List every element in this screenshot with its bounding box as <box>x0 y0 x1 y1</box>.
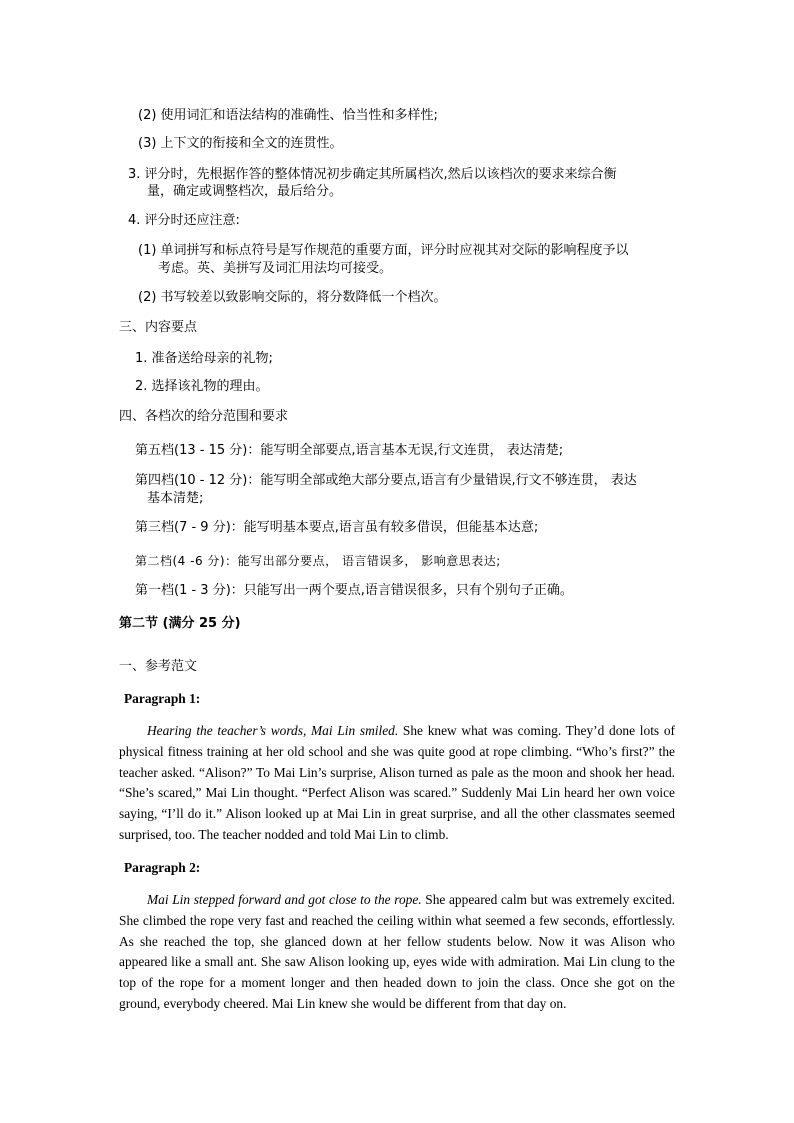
grade-4-line-1: 第四档(10 - 12 分)：能写明全部或绝大部分要点,语言有少量错误,行文不够连贯， 表达 <box>135 473 637 488</box>
grade-3: 第三档(7 - 9 分)：能写明基本要点,语言虽有较多借误，但能基本达意; <box>135 520 539 535</box>
grade-5: 第五档(13 - 15 分)：能写明全部要点,语言基本无误,行文连贯， 表达清楚; <box>135 443 564 458</box>
criteria-item-2: (2) 使用词汇和语法结构的准确性、恰当性和多样性; <box>138 108 438 123</box>
paragraph-2-text <box>119 890 675 1015</box>
grade-2: 第二档(4 -6 分)：能写出部分要点， 语言错误多， 影响意思表达; <box>135 554 501 568</box>
note-2: (2) 书写较差以致影响交际的，将分数降低一个档次。 <box>138 290 447 305</box>
section-2-title: 第二节 (满分 25 分) <box>119 616 241 631</box>
content-point-2: 2. 选择该礼物的理由。 <box>135 379 269 394</box>
grade-4-line-2: 基本清楚; <box>147 491 204 506</box>
paragraph-2-body: She appeared calm but was extremely excited. She climbed the rope very fast and reached the ceiling within what seemed a few seconds, effortlessly. As she reached the top, she glanced down at her fellow students below. Now it was Alison who appeared like a small ant. She saw Alison looking up, eyes wide with admiration. Mai Lin clung to the top of the rope for a moment longer and then headed down to join the class. Once she got on the ground, everybody cheered. Mai Lin knew she would be different from that day on. <box>119 892 675 1011</box>
sample-essay-heading: 一、参考范文 <box>119 659 198 674</box>
content-point-1: 1. 准备送给母亲的礼物; <box>135 351 273 366</box>
grade-1: 第一档(1 - 3 分)：只能写出一两个要点,语言错误很多，只有个别句子正确。 <box>135 583 573 598</box>
note-1-line-2: 考虑。英、美拼写及词汇用法均可接受。 <box>158 261 393 276</box>
paragraph-2-label: Paragraph 2: <box>124 860 201 875</box>
paragraph-1-text <box>119 721 675 846</box>
paragraph-1-lead: Hearing the teacher’s words, Mai Lin smiled. <box>147 723 399 738</box>
criteria-item-3: (3) 上下文的衔接和全文的连贯性。 <box>138 136 343 151</box>
scoring-point-3-line-1: 3. 评分时，先根据作答的整体情况初步确定其所属档次,然后以该档次的要求来综合衡 <box>128 167 617 182</box>
paragraph-1-label: Paragraph 1: <box>124 691 201 706</box>
scoring-point-4: 4. 评分时还应注意: <box>128 213 240 228</box>
paragraph-2-lead: Mai Lin stepped forward and got close to the rope. <box>147 892 422 907</box>
scoring-point-3-line-2: 量，确定或调整档次，最后给分。 <box>147 184 343 199</box>
content-points-heading: 三、内容要点 <box>119 320 198 335</box>
paragraph-1-body: She knew what was coming. They’d done lots of physical fitness training at her old school and she was quite good at rope climbing. “Who’s first?” the teacher asked. “Alison?” To Mai Lin’s surprise, Alison turned as pale as the moon and shook her head. “She’s scared,” Mai Lin thought. “Perfect Alison was scared.” Suddenly Mai Lin heard her own voice saying, “I’ll do it.” Alison looked up at Mai Lin in great surprise, and all the other classmates seemed surprised, too. The teacher nodded and told Mai Lin to climb. <box>119 723 675 842</box>
note-1-line-1: (1) 单词拼写和标点符号是写作规范的重要方面，评分时应视其对交际的影响程度予以 <box>138 243 629 258</box>
grades-heading: 四、各档次的给分范围和要求 <box>119 409 289 424</box>
